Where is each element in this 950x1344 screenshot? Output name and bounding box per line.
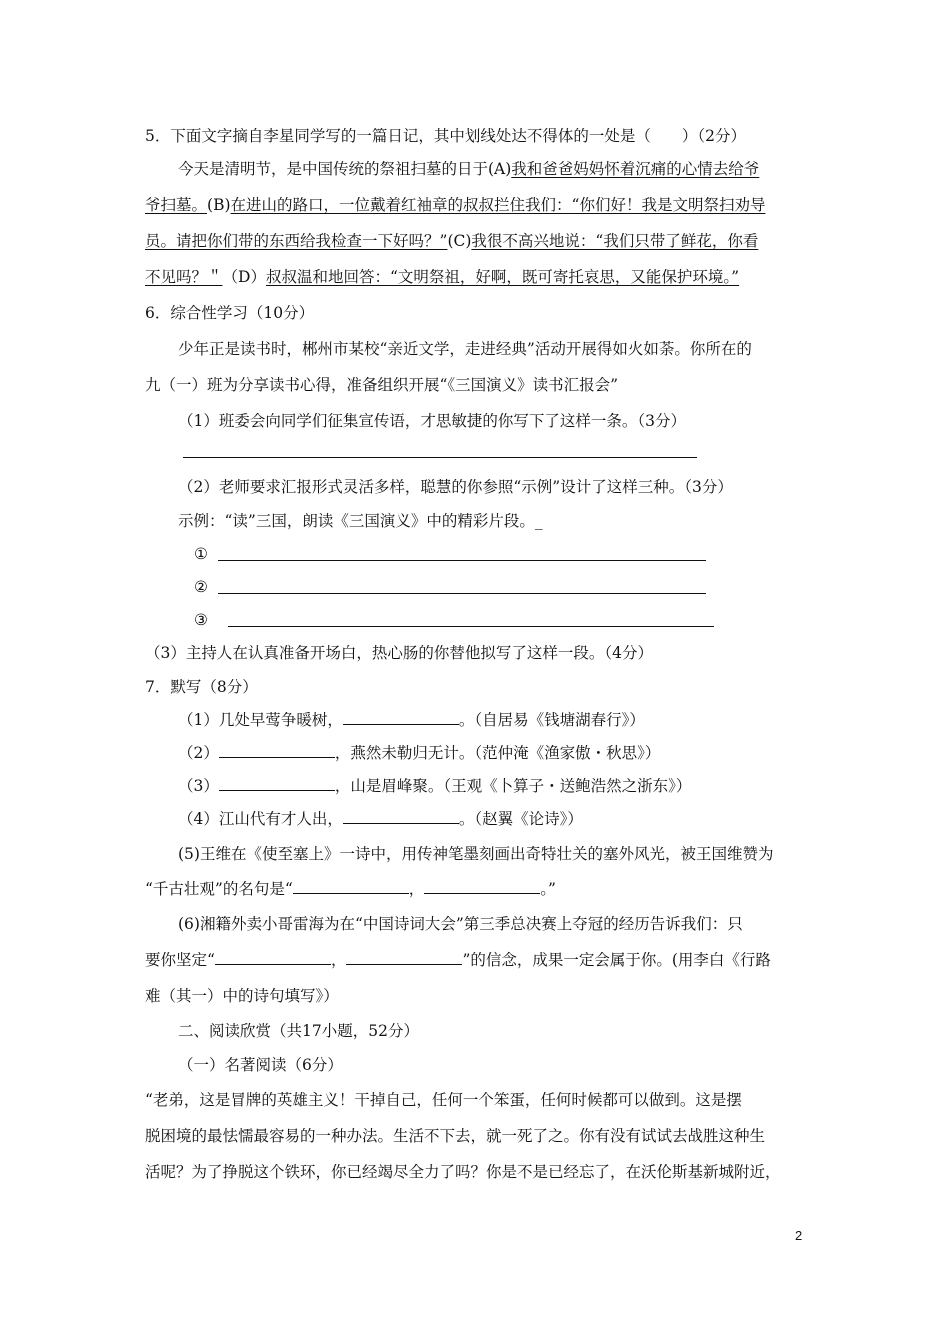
q5-line-2 <box>145 195 765 215</box>
q7-item-6-line-2 <box>145 950 771 970</box>
q6-title: 6．综合性学习（10分） <box>145 304 315 322</box>
q6-example: 示例：“读”三国，朗读《三国演义》中的精彩片段。_ <box>178 512 543 530</box>
q5-underline-a-cont: 爷扫墓。 <box>145 196 208 214</box>
q7-item-2-blank[interactable] <box>219 743 335 758</box>
q5-mark-b: (B) <box>207 196 231 214</box>
q7-item-6-blank-1[interactable] <box>215 950 331 965</box>
q7-item-5-prefix: “千古壮观”的名句是“ <box>145 880 293 898</box>
q7-item-6-line-1: (6)湘籍外卖小哥雷海为在“中国诗词大会”第三季总决赛上夺冠的经历告诉我们：只 <box>178 915 743 933</box>
q5-line-3 <box>145 231 758 251</box>
q7-item-6-prefix: 要你坚定“ <box>145 951 215 969</box>
q5-mark-c: (C) <box>447 232 472 250</box>
q6-sub-1: （1）班委会向同学们征集宣传语，才思敏捷的你写下了这样一条。（3分） <box>178 412 686 430</box>
reading-line-1: “老弟，这是冒牌的英雄主义！干掉自己，任何一个笨蛋，任何时候都可以做到。这是摆 <box>145 1091 742 1109</box>
q6-mark-3: ③ <box>194 611 208 629</box>
q7-item-6-line-3: 难（其一）中的诗句填写》） <box>145 987 339 1005</box>
q7-item-2 <box>178 743 660 763</box>
q7-item-3-blank[interactable] <box>219 776 335 791</box>
q7-item-1 <box>178 710 645 730</box>
q5-stem: 5．下面文字摘自李星同学写的一篇日记，其中划线处达不得体的一处是（ ）（2分） <box>145 127 746 145</box>
q5-line-1 <box>178 159 759 179</box>
q7-item-3-text: ，山是眉峰聚。（王观《卜算子・送鲍浩然之浙东》） <box>334 777 692 795</box>
q7-item-5-suffix: 。” <box>540 880 556 898</box>
q6-sub-3: （3）主持人在认真准备开场白，热心肠的你替他拟写了这样一段。（4分） <box>145 644 653 662</box>
q7-item-4-text: （4）江山代有才人出， <box>178 810 343 828</box>
q5-line-1-text: 今天是清明节，是中国传统的祭祖扫墓的日于(A) <box>178 160 512 178</box>
q7-item-4-source: 。（赵翼《论诗》） <box>458 810 583 828</box>
q7-item-4 <box>178 809 583 829</box>
q7-item-6-blank-2[interactable] <box>346 950 462 965</box>
q7-item-2-num: （2） <box>178 744 219 762</box>
q7-item-4-blank[interactable] <box>343 809 459 824</box>
q5-underline-c-cont: 不见吗？＂ <box>145 268 223 286</box>
q5-line-4 <box>145 267 739 287</box>
q6-answer-line-1[interactable] <box>183 457 697 458</box>
q7-item-2-text: ，燕然未勒归无计。（范仲淹《渔家傲・秋思》） <box>334 744 661 762</box>
section-2-sub-title: （一）名著阅读（6分） <box>178 1056 343 1074</box>
q5-underline-c: 我很不高兴地说：“我们只带了鲜花，你看 <box>471 232 759 250</box>
page-number: 2 <box>795 1228 803 1243</box>
q6-answer-line-form-2[interactable] <box>218 593 706 594</box>
q7-item-1-blank[interactable] <box>343 710 459 725</box>
q5-underline-d: 叔叔温和地回答：“文明祭祖，好啊，既可寄托哀思，又能保护环境。” <box>265 268 740 286</box>
q7-item-1-text: （1）几处早莺争暖树， <box>178 711 343 729</box>
q6-answer-line-form-1[interactable] <box>218 560 706 561</box>
q7-item-5-comma: ， <box>408 880 425 898</box>
q5-underline-b-cont: 员。请把你们带的东西给我检查一下好吗？” <box>145 232 448 250</box>
q7-title: 7．默写（8分） <box>145 678 258 696</box>
q7-item-1-source: 。（自居易《钱塘湖春行》） <box>458 711 645 729</box>
q5-mark-d: （D） <box>222 268 266 286</box>
q6-sub-2: （2）老师要求汇报形式灵活多样，聪慧的你参照“示例”设计了这样三种。（3分） <box>178 478 733 496</box>
q5-underline-b: 在进山的路口，一位戴着红袖章的叔叔拦住我们：“你们好！我是文明祭扫劝导 <box>230 196 766 214</box>
q6-answer-line-form-3[interactable] <box>228 626 714 627</box>
q7-item-5-blank-1[interactable] <box>293 879 409 894</box>
q7-item-6-suffix: ”的信念，成果一定会属于你。(用李白《行路 <box>462 951 771 969</box>
q6-para-2: 九（一）班为分享读书心得，准备组织开展“《三国演义》读书汇报会” <box>145 376 619 394</box>
reading-line-3: 活呢？为了挣脱这个铁环，你已经竭尽全力了吗？你是不是已经忘了，在沃伦斯基新城附近， <box>145 1163 781 1181</box>
q6-mark-2: ② <box>194 578 208 596</box>
q6-para-1: 少年正是读书时，郴州市某校“亲近文学，走进经典”活动开展得如火如荼。你所在的 <box>178 340 752 358</box>
q7-item-5-blank-2[interactable] <box>424 879 540 894</box>
q7-item-5-line-2 <box>145 879 556 899</box>
q7-item-3-num: （3） <box>178 777 219 795</box>
q5-underline-a: 我和爸爸妈妈怀着沉痛的心情去给爷 <box>511 160 760 178</box>
q6-mark-1: ① <box>194 545 208 563</box>
reading-line-2: 脱困境的最怯懦最容易的一种办法。生活不下去，就一死了之。你有没有试试去战胜这种生 <box>145 1127 766 1145</box>
section-2-title: 二、阅读欣赏（共17小题，52分） <box>178 1022 419 1040</box>
q7-item-5-line-1: (5)王维在《使至塞上》一诗中，用传神笔墨刻画出奇特壮关的塞外风光，被王国维赞为 <box>178 845 774 863</box>
q7-item-3 <box>178 776 691 796</box>
q7-item-6-comma: ， <box>330 951 347 969</box>
